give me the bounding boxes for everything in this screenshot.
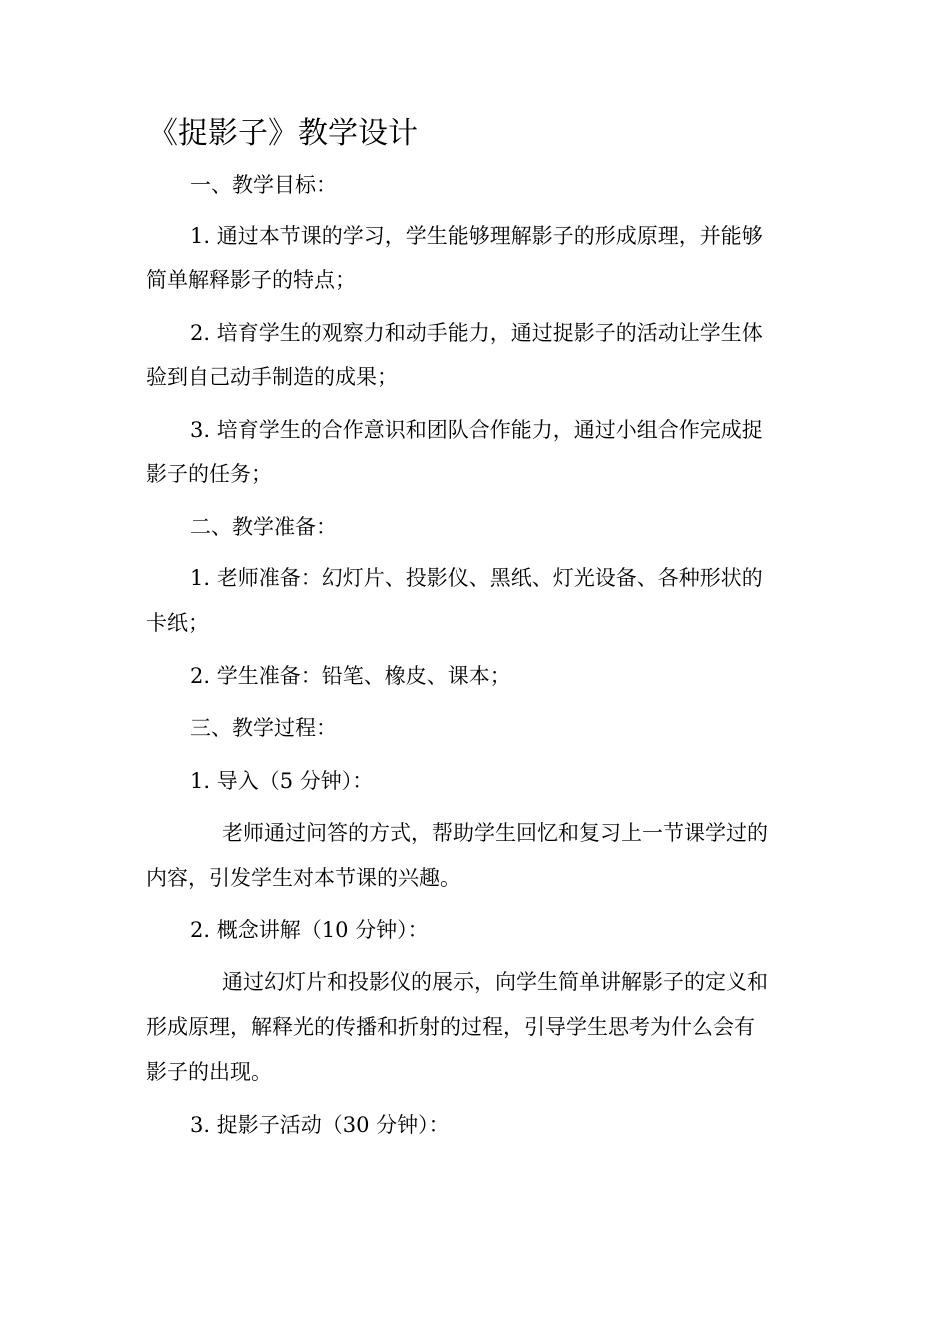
prep-item-2: 2. 学生准备：铅笔、橡皮、课本； — [190, 664, 511, 688]
goal-item-1-line-1: 1. 通过本节课的学习，学生能够理解影子的形成原理，并能够 — [190, 224, 763, 248]
process-step-3-heading: 3. 捉影子活动（30 分钟）： — [190, 1113, 450, 1137]
goal-item-1-line-2: 简单解释影子的特点； — [146, 268, 356, 292]
process-step-2-para-line-3: 影子的出现。 — [146, 1060, 272, 1084]
process-step-1-para-line-1: 老师通过问答的方式，帮助学生回忆和复习上一节课学过的 — [222, 821, 768, 845]
process-step-2-heading: 2. 概念讲解（10 分钟）： — [190, 918, 429, 942]
goal-item-3-line-1: 3. 培育学生的合作意识和团队合作能力，通过小组合作完成捉 — [190, 418, 763, 442]
goal-item-2-line-2: 验到自己动手制造的成果； — [146, 365, 398, 389]
process-step-2-para-line-1: 通过幻灯片和投影仪的展示，向学生简单讲解影子的定义和 — [222, 970, 768, 994]
process-step-1-para-line-2: 内容，引发学生对本节课的兴趣。 — [146, 866, 461, 890]
goal-item-2-line-1: 2. 培育学生的观察力和动手能力，通过捉影子的活动让学生体 — [190, 321, 763, 345]
section-heading-preparation: 二、教学准备： — [190, 515, 337, 539]
section-heading-process: 三、教学过程： — [190, 716, 337, 740]
process-step-1-heading: 1. 导入（5 分钟）： — [190, 769, 374, 793]
page-title: 《捉影子》教学设计 — [148, 116, 418, 151]
process-step-2-para-line-2: 形成原理，解释光的传播和折射的过程，引导学生思考为什么会有 — [146, 1015, 755, 1039]
section-heading-goals: 一、教学目标： — [190, 173, 337, 197]
goal-item-3-line-2: 影子的任务； — [146, 462, 272, 486]
prep-item-1-line-1: 1. 老师准备：幻灯片、投影仪、黑纸、灯光设备、各种形状的 — [190, 566, 763, 590]
prep-item-1-line-2: 卡纸； — [146, 611, 209, 635]
